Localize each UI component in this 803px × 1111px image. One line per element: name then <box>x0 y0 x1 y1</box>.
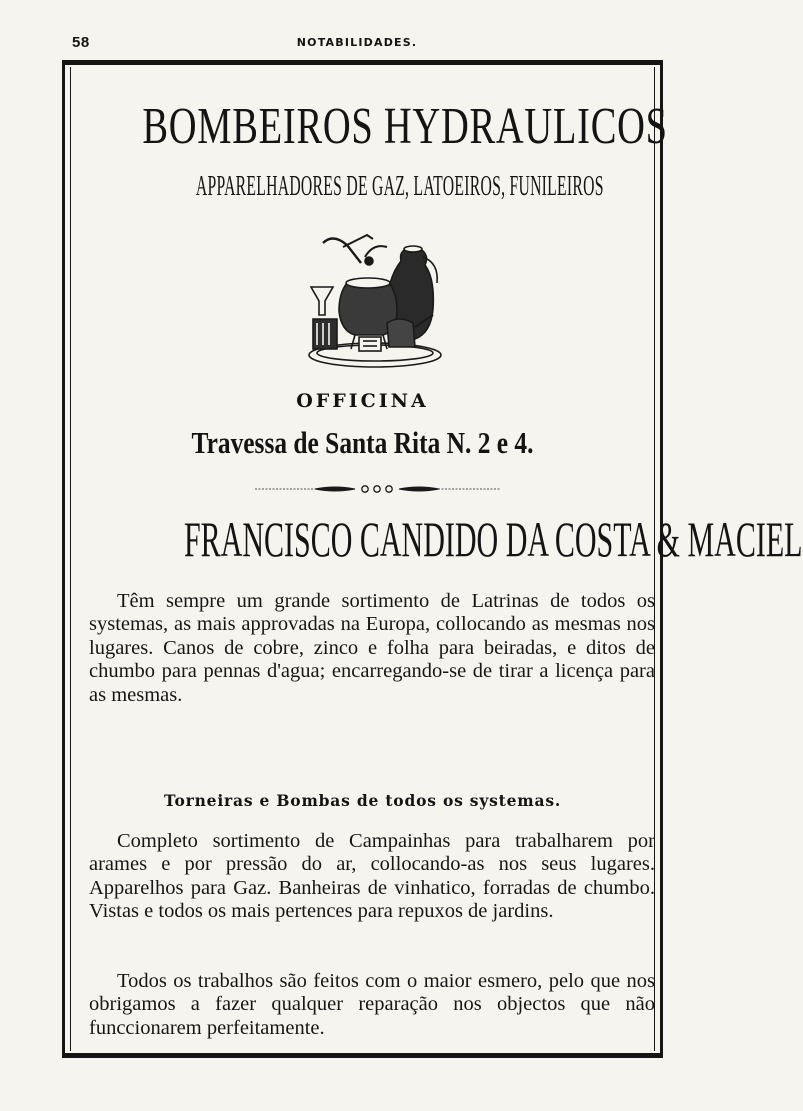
ornamental-divider <box>255 483 500 495</box>
latrines-paragraph: Têm sempre um grande sortimento de Latrinas de todos os systemas, as mais approvadas na Europa, collocando as mesmas nos lugares. Canos de cobre, zinco e folha para beiradas, e ditos de chumbo para pennas d'agua; encarregando-se de tirar a licença para as mesmas. <box>89 590 655 706</box>
workshop-label: OFFICINA <box>296 390 429 412</box>
taps-pumps-line: Torneiras e Bombas de todos os systemas. <box>163 791 562 810</box>
advert-subheadline: APPARELHADORES DE GAZ, LATOEIROS, FUNILEIROS <box>195 171 604 202</box>
advert-headline: BOMBEIROS HYDRAULICOS <box>142 98 668 155</box>
bells-paragraph: Completo sortimento de Campainhas para trabalharem por arames e por pressão do ar, collocando-as nos seus lugares. Apparelhos para Gaz. Banheiras de vinhatico, forradas de chumbo. Vistas e todos os mais pertences para repuxos de jardins. <box>89 830 655 923</box>
proprietor-name: FRANCISCO CANDIDO DA COSTA & MACIEL <box>184 511 803 567</box>
workshop-address: Travessa de Santa Rita N. 2 e 4. <box>191 425 534 460</box>
running-title: NOTABILIDADES. <box>296 36 418 49</box>
page-number: 58 <box>72 34 90 51</box>
advertisement-frame <box>62 60 803 1058</box>
workmanship-paragraph: Todos os trabalhos são feitos com o maior esmero, pelo que nos obrigamos a fazer qualquer reparação nos objectos que não funccionarem perfeitamente. <box>89 970 655 1039</box>
plumbing-vessels-engraving <box>303 223 445 373</box>
